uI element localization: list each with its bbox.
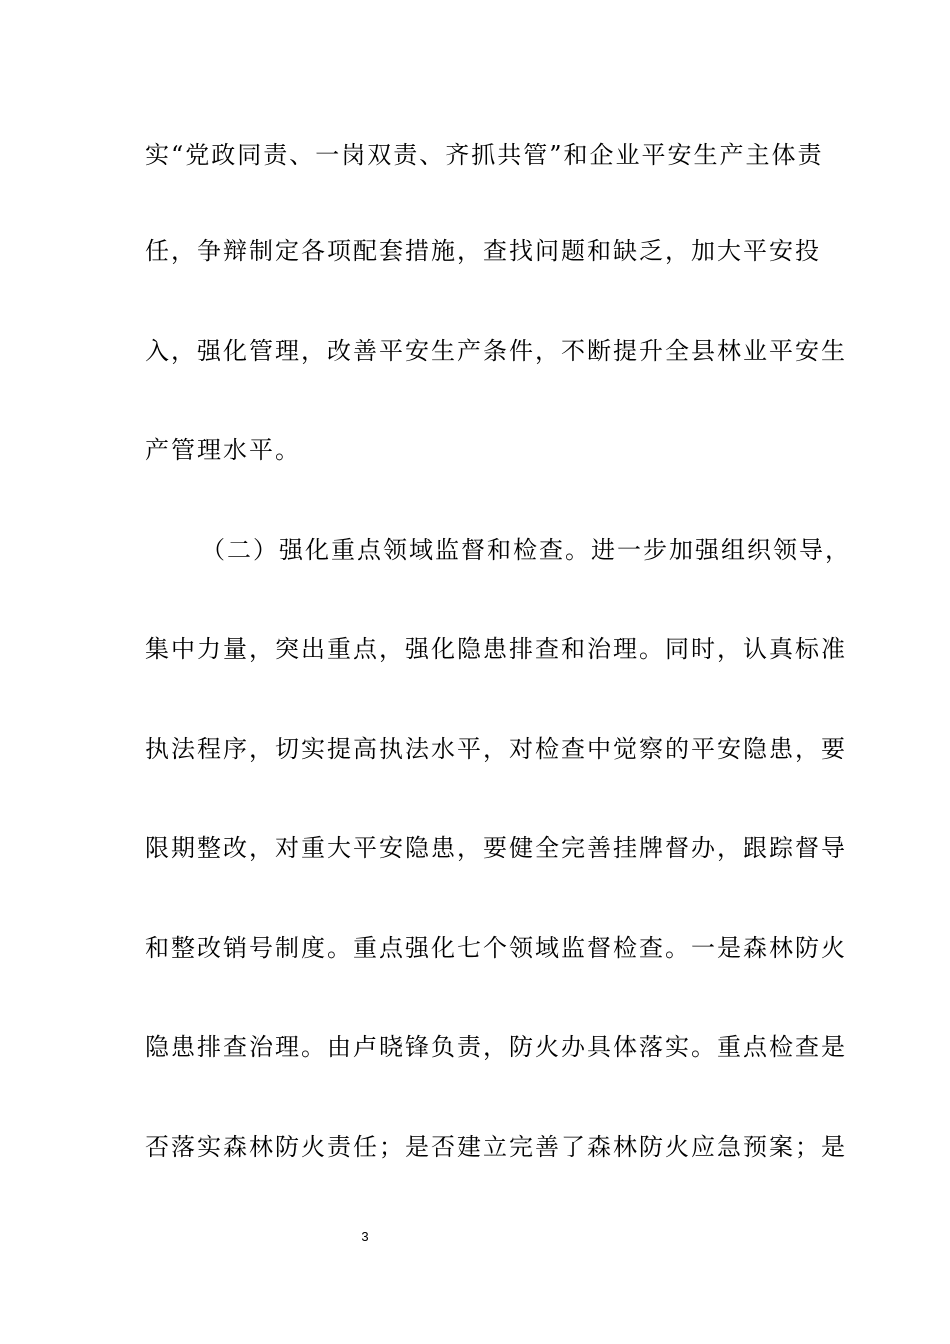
text-line-4: 产管理水平。 <box>145 436 301 464</box>
text-line-11: 否落实森林防火责任；是否建立完善了森林防火应急预案；是 <box>145 1133 847 1161</box>
text-line-5: （二）强化重点领域监督和检查。进一步加强组织领导， <box>201 536 851 564</box>
text-line-10: 隐患排查治理。由卢晓锋负责，防火办具体落实。重点检查是 <box>145 1033 847 1061</box>
text-line-2: 任，争辩制定各项配套措施，查找问题和缺乏，加大平安投 <box>145 237 821 265</box>
text-line-3: 入，强化管理，改善平安生产条件，不断提升全县林业平安生 <box>145 337 847 365</box>
text-line-7: 执法程序，切实提高执法水平，对检查中觉察的平安隐患，要 <box>145 735 847 763</box>
text-line-1: 实“党政同责、一岗双责、齐抓共管”和企业平安生产主体责 <box>145 141 824 169</box>
text-line-6: 集中力量，突出重点，强化隐患排查和治理。同时，认真标准 <box>145 635 847 663</box>
page-number: 3 <box>361 1229 369 1244</box>
text-line-8: 限期整改，对重大平安隐患，要健全完善挂牌督办，跟踪督导 <box>145 834 847 862</box>
text-line-9: 和整改销号制度。重点强化七个领域监督检查。一是森林防火 <box>145 934 847 962</box>
